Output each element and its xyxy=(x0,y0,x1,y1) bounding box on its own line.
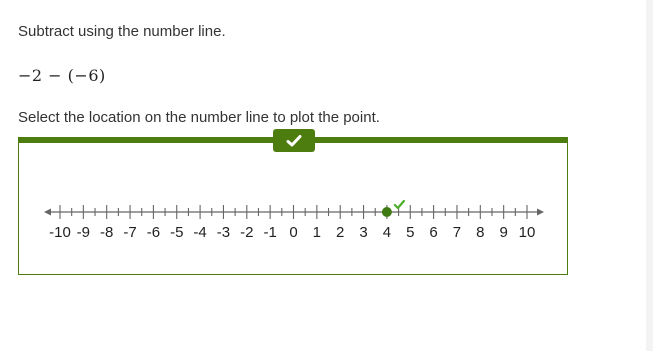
tick-label: 3 xyxy=(359,224,368,241)
tick-label: 0 xyxy=(289,224,298,241)
instruction-text: Subtract using the number line. xyxy=(18,23,226,40)
tick-label: -1 xyxy=(263,224,277,241)
tick-label: 8 xyxy=(476,224,485,241)
tick-label: -9 xyxy=(76,224,91,241)
tick-label: -5 xyxy=(170,224,184,241)
checkmark-icon xyxy=(286,134,302,148)
plotted-point xyxy=(382,207,392,217)
tick-label: 10 xyxy=(518,224,536,241)
tick-label: -4 xyxy=(193,224,207,241)
tick-label: 7 xyxy=(452,224,462,241)
tick-label: -6 xyxy=(146,224,161,241)
tick-label: 6 xyxy=(429,224,438,241)
math-expression: −2 − (−6) xyxy=(18,66,106,85)
tick-label: 9 xyxy=(499,224,508,241)
tick-label: -7 xyxy=(123,224,137,241)
number-line[interactable] xyxy=(40,198,550,246)
correct-status-badge xyxy=(273,129,315,152)
correct-check-icon xyxy=(395,201,404,208)
tick-label: 2 xyxy=(336,224,345,241)
tick-label: -8 xyxy=(100,224,114,241)
tick-label: -2 xyxy=(240,224,254,241)
tick-label: 4 xyxy=(382,224,392,241)
tick-label: -3 xyxy=(216,224,231,241)
left-arrow-icon xyxy=(44,209,51,216)
page-edge xyxy=(646,0,653,351)
prompt-text: Select the location on the number line to plot the point. xyxy=(18,109,380,126)
tick-label: 1 xyxy=(312,224,322,241)
right-arrow-icon xyxy=(537,209,544,216)
tick-label: 5 xyxy=(406,224,415,241)
tick-label: -10 xyxy=(49,224,71,241)
